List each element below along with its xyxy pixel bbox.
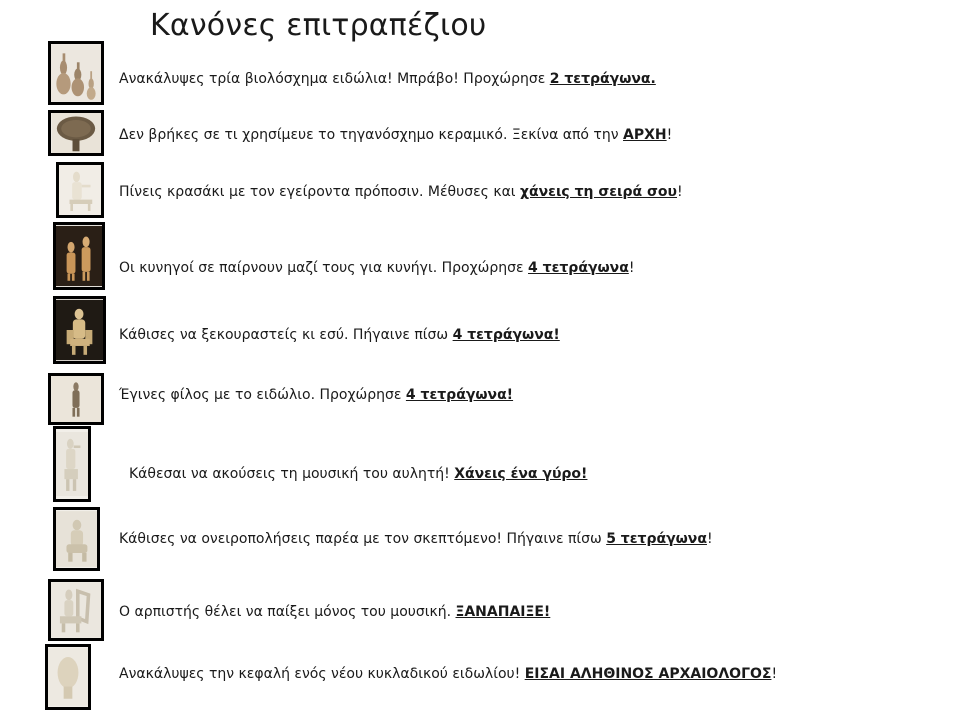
rule-7 <box>129 465 587 483</box>
rule-text: Δεν βρήκες σε τι χρησίμευε το τηγανόσχημο κεραμικό. Ξεκίνα από την <box>119 127 623 143</box>
rule-10: Ανακάλυψες την κεφαλή ενός νέου κυκλαδικού ειδωλίου! ΕΙΣΑΙ ΑΛΗΘΙΝΟΣ ΑΡΧΑΙΟΛΟΓΟΣ! <box>119 666 778 682</box>
rule-9 <box>119 603 550 621</box>
rule-outcome: 4 τετράγωνα <box>528 260 629 276</box>
figurine-image <box>48 373 104 425</box>
violin-figurines-image <box>48 41 104 105</box>
rule-outcome: 4 τετράγωνα! <box>405 387 514 403</box>
rule-text: Κάθισες να ξεκουραστείς κι εσύ. Πήγαινε πίσω <box>119 327 453 343</box>
frying-pan-vessel-image <box>48 110 104 156</box>
seated-figure-image <box>53 296 106 364</box>
rule-text: Ο αρπιστής θέλει να παίξει μόνος του μουσική. <box>119 604 456 620</box>
rule-outcome: ΕΙΣΑΙ ΑΛΗΘΙΝΟΣ ΑΡΧΑΙΟΛΟΓΟΣ <box>524 666 772 682</box>
rule-outcome: 5 τετράγωνα <box>606 531 707 547</box>
rule-3: Πίνεις κρασάκι με τον εγείροντα πρόποσιν. Μέθυσες και χάνεις τη σειρά σου! <box>119 184 683 200</box>
toasting-figure-image <box>56 162 104 218</box>
rule-outcome: ΑΡΧΗ <box>623 127 667 143</box>
rule-5 <box>119 326 560 344</box>
rule-text: Οι κυνηγοί σε παίρνουν μαζί τους για κυνήγι. Προχώρησε <box>119 260 529 276</box>
rule-1 <box>119 70 656 88</box>
rule-outcome: 4 τετράγωνα! <box>452 327 560 343</box>
rule-outcome: 2 τετράγωνα. <box>549 71 656 87</box>
rule-text: Κάθεσαι να ακούσεις τη μουσική του αυλητή! <box>129 466 455 482</box>
rule-4: Οι κυνηγοί σε παίρνουν μαζί τους για κυνήγι. Προχώρησε 4 τετράγωνα! <box>119 260 635 276</box>
page-title: Κανόνες επιτραπέζιου <box>150 8 487 43</box>
rule-text: Έγινες φίλος με το ειδώλιο. Προχώρησε <box>119 387 406 403</box>
rule-text: Πίνεις κρασάκι με τον εγείροντα πρόποσιν. Μέθυσες και <box>119 184 520 200</box>
rule-text: Κάθισες να ονειροπολήσεις παρέα με τον σκεπτόμενο! Πήγαινε πίσω <box>119 531 607 547</box>
rule-text: Ανακάλυψες την κεφαλή ενός νέου κυκλαδικού ειδωλίου! <box>119 666 525 682</box>
rule-8: Κάθισες να ονειροπολήσεις παρέα με τον σκεπτόμενο! Πήγαινε πίσω 5 τετράγωνα! <box>119 531 713 547</box>
flute-player-image <box>53 426 91 502</box>
rule-6 <box>119 386 513 404</box>
rule-text: Ανακάλυψες τρία βιολόσχημα ειδώλια! Μπράβο! Προχώρησε <box>119 71 550 87</box>
cycladic-head-image <box>45 644 91 710</box>
rule-2: Δεν βρήκες σε τι χρησίμευε το τηγανόσχημο κεραμικό. Ξεκίνα από την ΑΡΧΗ! <box>119 127 673 143</box>
rule-outcome: Χάνεις ένα γύρο! <box>454 466 588 482</box>
rule-outcome: ΞΑΝΑΠΑΙΞΕ! <box>455 604 551 620</box>
thinker-image <box>53 507 100 571</box>
hunter-figurines-image <box>53 222 105 290</box>
harpist-image <box>48 579 104 641</box>
rule-outcome: χάνεις τη σειρά σου <box>519 184 678 200</box>
